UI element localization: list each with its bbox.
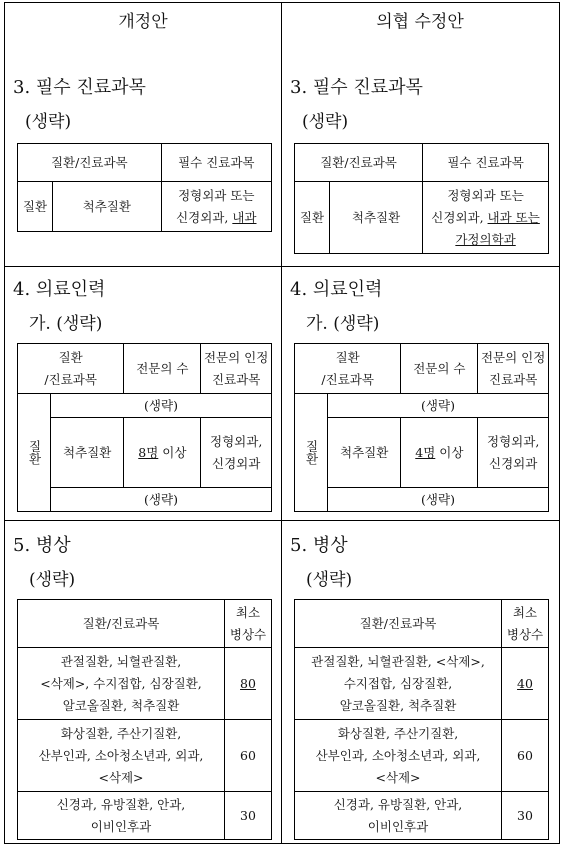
row-name-cell: 척추질환 <box>51 418 124 488</box>
section-5-omit: (생략) <box>29 570 76 590</box>
cell-line: 정형외과, <box>487 433 540 449</box>
spec-cell <box>478 418 549 488</box>
cell-line: <삭제> <box>375 769 421 785</box>
disease-cell <box>295 720 502 792</box>
cell-line: 산부인과, 소아청소년과, 외과, <box>38 747 204 763</box>
header-cell <box>502 600 549 648</box>
section-5-omit: (생략) <box>306 570 353 590</box>
row-group-cell: 질환 <box>18 182 53 232</box>
row-name-cell: 척추질환 <box>330 182 423 254</box>
header-cell <box>201 344 272 394</box>
header-cell: 질환/진료과목 <box>295 600 502 648</box>
beds-cell: 30 <box>225 792 272 840</box>
cell-line <box>425 207 546 229</box>
required-dept-table <box>294 143 549 254</box>
beds-table <box>17 599 272 840</box>
omit-cell: (생략) <box>51 394 272 418</box>
disease-cell <box>18 648 225 720</box>
section-3-omit: (생략) <box>25 112 72 132</box>
amended-text: 40 <box>517 675 533 691</box>
required-dept-cell <box>423 182 549 254</box>
side-label-cell <box>18 394 51 512</box>
amended-text: 8명 <box>138 444 159 460</box>
cell-line: 이비인후과 <box>367 818 429 834</box>
amended-text: 4명 <box>415 444 436 460</box>
cell-line: 수지접합, 심장질환, <box>343 675 453 691</box>
header-cell: 질환/진료과목 <box>18 600 225 648</box>
disease-cell <box>18 792 225 840</box>
cell-line: 알코올질환, 척추질환 <box>339 697 457 713</box>
row-name-cell: 척추질환 <box>328 418 401 488</box>
omit-cell: (생략) <box>328 488 549 512</box>
cell-line: 병상수 <box>506 626 544 642</box>
cell-line: 전문의 인정 <box>480 349 546 365</box>
cell-text: 이상 <box>158 444 187 460</box>
section-5-heading: 5. 병상 <box>13 535 71 556</box>
cell-line: 질환 <box>304 440 319 465</box>
beds-table <box>294 599 549 840</box>
header-cell: 필수 진료과목 <box>423 144 549 182</box>
beds-cell: 60 <box>502 720 549 792</box>
side-label-cell <box>295 394 328 512</box>
cell-line: 관절질환, 뇌혈관질환, <box>60 653 182 669</box>
section-4-heading: 4. 의료인력 <box>13 279 106 300</box>
cell-line: 질환 <box>58 349 83 365</box>
required-dept-cell <box>161 182 271 232</box>
section-4-sub: 가. (생략) <box>306 314 380 334</box>
disease-cell <box>295 648 502 720</box>
section-4-heading: 4. 의료인력 <box>290 279 383 300</box>
column-title: 개정안 <box>118 12 168 32</box>
staff-table <box>17 343 272 512</box>
cell-text: 신경외과, <box>176 209 233 225</box>
required-dept-table <box>17 143 272 232</box>
cell-line: 산부인과, 소아청소년과, 외과, <box>315 747 481 763</box>
beds-cell <box>502 648 549 720</box>
cell-line: 관절질환, 뇌혈관질환, <삭제>, <box>311 653 485 669</box>
section-3-heading: 3. 필수 진료과목 <box>13 77 146 98</box>
amended-text: 내과 <box>232 209 257 225</box>
header-cell: 질환/진료과목 <box>18 144 162 182</box>
header-cell: 전문의 수 <box>401 344 478 394</box>
omit-cell: (생략) <box>328 394 549 418</box>
cell-line: 정형외과 또는 <box>447 187 524 203</box>
disease-cell <box>295 792 502 840</box>
count-cell <box>124 418 201 488</box>
beds-cell: 60 <box>225 720 272 792</box>
column-title: 의협 수정안 <box>376 12 464 32</box>
cell-line: 알코올질환, 척추질환 <box>62 697 180 713</box>
cell-line: 화상질환, 주산기질환, <box>60 725 182 741</box>
cell-text: 신경외과, <box>431 209 488 225</box>
cell-line <box>164 207 269 229</box>
cell-line: 신경외과 <box>212 455 261 471</box>
amended-text: 80 <box>240 675 256 691</box>
row-name-cell: 척추질환 <box>53 182 162 232</box>
header-cell <box>18 344 124 394</box>
cell-line: 정형외과, <box>210 433 263 449</box>
cell-line: 최소 <box>512 604 538 620</box>
header-cell <box>225 600 272 648</box>
cell-line: <삭제>, 수지접합, 심장질환, <box>40 675 202 691</box>
cell-text: 이상 <box>435 444 464 460</box>
cell-line: <삭제> <box>98 769 144 785</box>
amended-text: 내과 또는 <box>487 209 540 225</box>
staff-table <box>294 343 549 512</box>
comparison-table <box>4 2 560 844</box>
cell-line: 질환 <box>335 349 360 365</box>
cell-line: 전문의 인정 <box>203 349 269 365</box>
amended-text: 가정의학과 <box>455 231 516 247</box>
omit-cell: (생략) <box>51 488 272 512</box>
section-4-sub: 가. (생략) <box>29 314 103 334</box>
beds-cell: 30 <box>502 792 549 840</box>
cell-line: 신경외과 <box>489 455 538 471</box>
row-group-cell: 질환 <box>295 182 330 254</box>
cell-line: 최소 <box>235 604 261 620</box>
cell-line: 진료과목 <box>212 371 261 387</box>
header-cell: 질환/진료과목 <box>295 144 423 182</box>
disease-cell <box>18 720 225 792</box>
cell-line: 진료과목 <box>489 371 538 387</box>
cell-line: 신경과, 유방질환, 안과, <box>56 796 186 812</box>
cell-line: 병상수 <box>229 626 267 642</box>
section-5-heading: 5. 병상 <box>290 535 348 556</box>
cell-line: 이비인후과 <box>90 818 152 834</box>
cell-line <box>425 229 546 251</box>
header-cell <box>478 344 549 394</box>
header-cell <box>295 344 401 394</box>
cell-line: 질환 <box>27 440 42 465</box>
cell-line: /진료과목 <box>321 371 374 387</box>
cell-line: 신경과, 유방질환, 안과, <box>333 796 463 812</box>
spec-cell <box>201 418 272 488</box>
cell-line: 화상질환, 주산기질환, <box>337 725 459 741</box>
cell-line: /진료과목 <box>44 371 97 387</box>
left-column <box>5 3 281 843</box>
header-cell: 전문의 수 <box>124 344 201 394</box>
beds-cell <box>225 648 272 720</box>
cell-line: 정형외과 또는 <box>178 187 255 203</box>
section-3-heading: 3. 필수 진료과목 <box>290 77 423 98</box>
count-cell <box>401 418 478 488</box>
section-3-omit: (생략) <box>302 112 349 132</box>
right-column <box>282 3 560 843</box>
header-cell: 필수 진료과목 <box>161 144 271 182</box>
